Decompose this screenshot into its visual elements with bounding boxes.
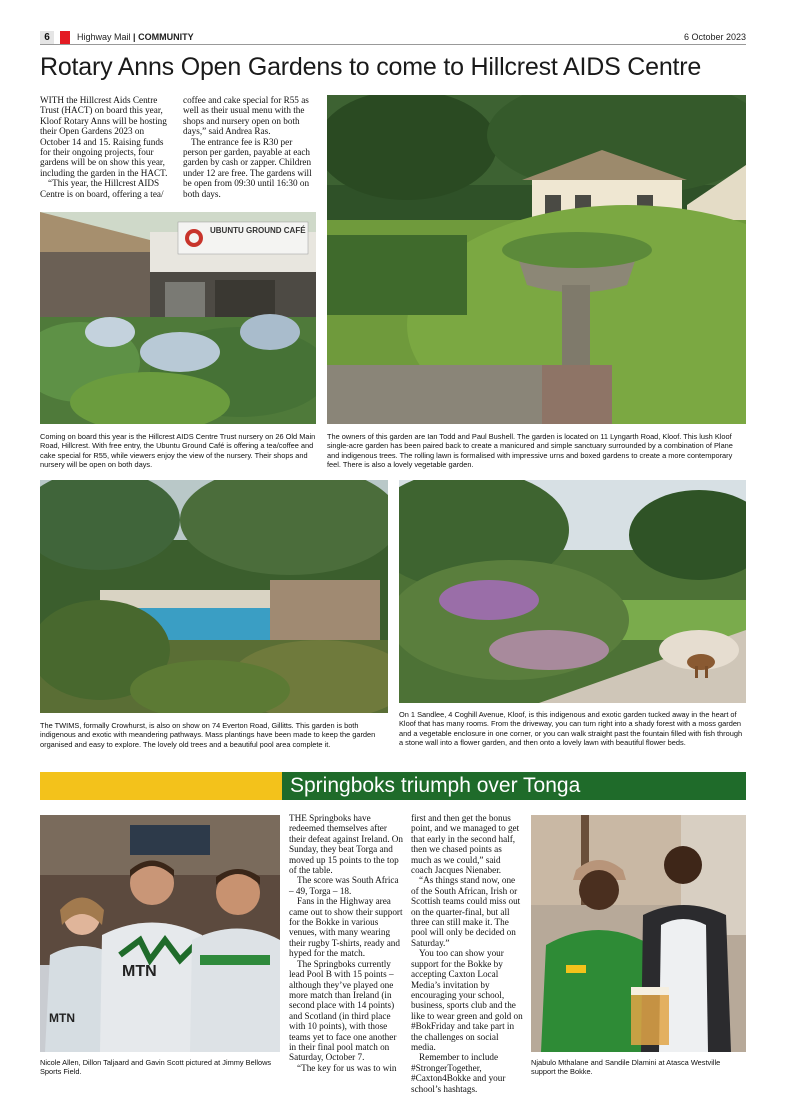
- body-paragraph: The Springboks currently lead Pool B with 15 points – although they’ve played one more match than Ireland (in second place with 14 points) and Scotland (in third place with 10 points), with those teams yet to face one another in their final pool match on Saturday, October 7.: [289, 958, 397, 1063]
- lyngarth-caption: The owners of this garden are Ian Todd and Paul Bushell. The garden is located on 11 Lyngarth Road, Kloof. This lush Kloof single-acre garden has been paired back to create a manicured and simple sanctuary surrounded by a combination of Plane and indigenous trees. The rolling lawn is formalised with impressive urns and boxed gardens to create a more contemporary feel. There is also a lovely vegetable garden.: [327, 432, 733, 470]
- body-paragraph: The entrance fee is R30 per person per garden, payable at each garden by cash or zapper. Children under 12 are free. The gardens will be open from 09:30 until 16:30 on both days.: [183, 136, 312, 199]
- body-paragraph: The score was South Africa – 49, Torga – 18.: [289, 875, 399, 896]
- shirt-logo-text: MTN: [49, 1011, 75, 1025]
- body-paragraph: “This year, the Hillcrest AIDS Centre is on board, offering a tea/: [40, 178, 164, 199]
- page-header: [40, 31, 746, 45]
- running-head: [77, 32, 194, 42]
- twims-garden-photo: [40, 480, 388, 713]
- section-banner-yellow: [40, 772, 282, 800]
- article-column-1: [40, 95, 174, 199]
- issue-date: 6 October 2023: [683, 32, 746, 42]
- twims-garden-illustration: [40, 480, 388, 713]
- section-separator: |: [133, 32, 136, 42]
- springboks-column-1: [289, 813, 405, 1073]
- shirt-logo-text: MTN: [122, 963, 157, 980]
- cafe-sign-text: UBUNTU GROUND CAFÉ: [210, 226, 306, 235]
- atasca-caption: Njabulo Mthalane and Sandile Dlamini at Atasca Westville support the Bokke.: [531, 1058, 721, 1077]
- nursery-cafe-photo: [40, 212, 316, 424]
- lyngarth-garden-illustration: [327, 95, 746, 424]
- atasca-fans-illustration: [531, 815, 746, 1052]
- body-paragraph: Fans in the Highway area came out to show their support for the Bokke in various venues, with many wearing their rugby T-shirts, ready and hyped for the match.: [289, 896, 403, 959]
- article-column-2: [183, 95, 318, 199]
- article-headline: Rotary Anns Open Gardens to come to Hillcrest AIDS Centre: [40, 53, 702, 81]
- body-paragraph: WITH the Hillcrest Aids Centre Trust (HACT) on board this year, Kloof Rotary Anns will be hosting their Open Gardens 2023 on October 14 and 15. Raising funds for their ongoing projects, four gardens will be on show this year, including the garden in the HACT.: [40, 95, 168, 178]
- publication-name: Highway Mail: [77, 32, 131, 42]
- fans-jimmy-bellows-photo: [40, 815, 280, 1052]
- fans-atasca-photo: [531, 815, 746, 1052]
- sandlee-garden-illustration: [399, 480, 746, 703]
- section-color-block: [60, 31, 70, 44]
- page-number: 6: [40, 31, 54, 44]
- body-paragraph: THE Springboks have redeemed themselves after their defeat against Ireland. On Sunday, they beat Torga and moved up 15 points to the top of the table.: [289, 813, 404, 876]
- lyngarth-garden-photo: [327, 95, 746, 424]
- article-headline-springboks: Springboks triumph over Tonga: [290, 774, 581, 797]
- body-paragraph: You too can show your support for the Bokke by accepting Caxton Local Media’s invitation by encouraging your school, business, sports club and the like to wear green and gold on #BokFriday and take part in the challenges on social media.: [411, 948, 523, 1052]
- sandlee-garden-photo: [399, 480, 746, 703]
- body-paragraph: Remember to include #StrongerTogether, #Caxton4Bokke and your school’s hashtags.: [411, 1052, 506, 1094]
- section-name: COMMUNITY: [138, 32, 194, 42]
- body-paragraph: “As things stand now, one of the South African, Irish or Scottish teams could miss out on the quarter-final, but all three can still make it. The pool will only be decided on Saturday.”: [411, 875, 521, 948]
- fans-illustration: [40, 815, 280, 1052]
- body-paragraph: first and then get the bonus point, and we managed to get that early in the second half, then we chased points as much as we could,” said coach Jacques Nienaber.: [411, 813, 520, 876]
- springboks-column-2: [411, 813, 523, 1094]
- body-paragraph: “The key for us was to win: [297, 1062, 397, 1073]
- nursery-caption: Coming on board this year is the Hillcrest AIDS Centre Trust nursery on 26 Old Main Road, Hillcrest. With free entry, the Ubuntu Ground Café is offering a tea/coffee and cake special for R55, while viewers enjoy the view of the nursery. Their shops and nursery will be open on both days.: [40, 432, 316, 470]
- twims-caption: The TWIMS, formally Crowhurst, is also on show on 74 Everton Road, Gillitts. This garden is both indigenous and exotic with meandering pathways. Mass plantings have been made to keep the garden organised and easy to explore. The lovely old trees and a beautiful pool area complete it.: [40, 721, 376, 749]
- sandlee-caption: On 1 Sandlee, 4 Coghill Avenue, Kloof, is this indigenous and exotic garden tucked away in the heart of Kloof that has many rooms. From the driveway, you can turn right into a shady forest with a moss garden and a vegetable enclosure in one corner, or you can walk straight past the fountain filled with fish through a stone wall into a flower garden, and then onto a lovely lawn with beautiful flower beds.: [399, 710, 743, 748]
- body-paragraph: coffee and cake special for R55 as well as their usual menu with the shops and nursery open on both days,” said Andrea Ras.: [183, 95, 309, 137]
- nursery-cafe-illustration: [40, 212, 316, 424]
- jimmy-bellows-caption: Nicole Allen, Dillon Taljaard and Gavin Scott pictured at Jimmy Bellows Sports Field.: [40, 1058, 272, 1077]
